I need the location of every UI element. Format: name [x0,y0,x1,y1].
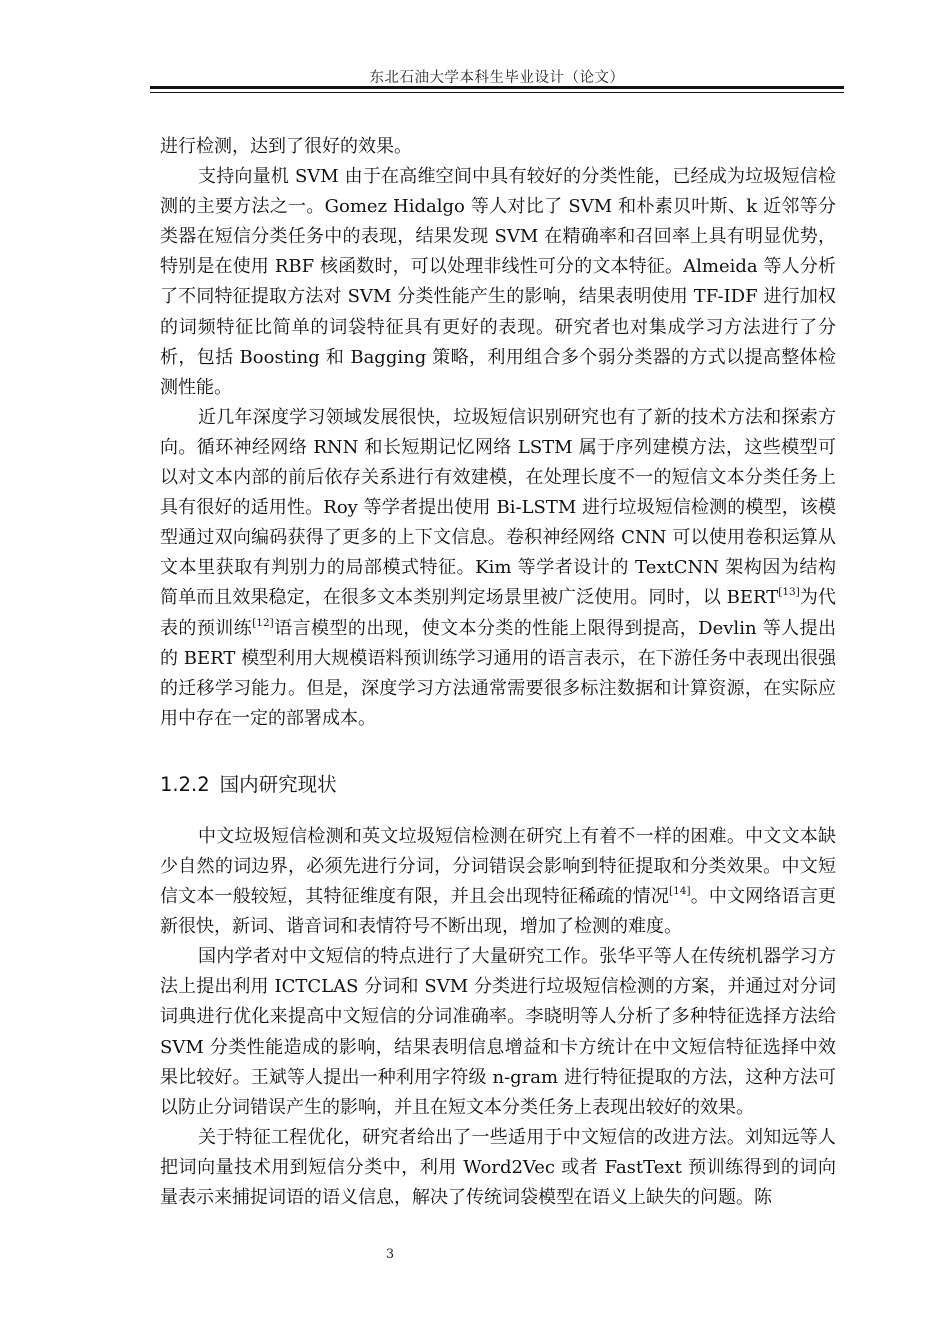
header-rule-thick [150,86,844,89]
paragraph-continuation: 进行检测，达到了很好的效果。 [160,136,412,157]
citation-ref[interactable]: [12] [252,616,274,629]
text-span: 中文垃圾短信检测和英文垃圾短信检测在研究上有着不一样的困难。中文文本缺少自然的词边界，必须先进行分词，分词错误会影响到特征提取和分类效果。中文短信文本一般较短，其特征维度有限，并且会出现特征稀疏的情况 [160,825,836,908]
text-span: 为代表的预训练 [160,587,837,639]
paragraph-domestic-research: 国内学者对中文短信的特点进行了大量研究工作。张华平等人在传统机器学习方法上提出利用 ICTCLAS 分词和 SVM 分类进行垃圾短信检测的方案，并通过对分词词典进行优化来提高中文短信的分词准确率。李晓明等人分析了多种特征选择方法给 SVM 分类性能造成的影响，结果表明信息增益和卡方统计在中文短信特征选择中效果比较好。王斌等人提出一种利用字符级 n-gram 进行特征提取的方法，这种方法可以防止分词错误产生的影响，并且在短文本分类任务上表现出较好的效果。 [160,946,836,1118]
paragraph-feature-engineering: 关于特征工程优化，研究者给出了一些适用于中文短信的改进方法。刘知远等人把词向量技术用到短信分类中，利用 Word2Vec 或者 FastText 预训练得到的词向量表示来捕捉词语的语义信息，解决了传统词袋模型在语义上缺失的问题。陈 [160,1126,836,1208]
citation-ref[interactable]: [13] [778,586,800,599]
page-header: 东北石油大学本科生毕业设计（论文） [369,70,625,86]
text-span: 语言模型的出现，使文本分类的性能上限得到提高，Devlin 等人提出的 BERT 模型利用大规模语料预训练学习通用的语言表示，在下游任务中表现出很强的迁移学习能力。但是，深度学习方法通常需要很多标注数据和计算资源，在实际应用中存在一定的部署成本。 [160,617,836,729]
page-number: 3 [385,1247,395,1262]
page-body [160,132,836,1213]
text-span: 近几年深度学习领域发展很快，垃圾短信识别研究也有了新的技术方法和探索方向。循环神经网络 RNN 和长短期记忆网络 LSTM 属于序列建模方法，这些模型可以对文本内部的前后依存关系进行有效建模，在处理长度不一的短信文本分类任务上具有很好的适用性。Roy 等学者提出使用 Bi-LSTM 进行垃圾短信检测的模型，该模型通过双向编码获得了更多的上下文信息。卷积神经网络 CNN 可以使用卷积运算从文本里获取有判别力的局部模式特征。Kim 等学者设计的 TextCNN 架构因为结构简单而且效果稳定，在很多文本类别判定场景里被广泛使用。同时，以 BERT [160,406,836,609]
paragraph-deep-learning [160,403,836,734]
citation-ref[interactable]: [14] [669,885,691,898]
text-span: 。中文网络语言更新很快，新词、谐音词和表情符号不断出现，增加了检测的难度。 [160,886,837,938]
paragraph-chinese-difficulty [160,822,836,942]
section-heading [160,734,836,822]
section-title: 国内研究现状 [219,772,337,796]
header-rule-thin [150,92,844,93]
section-number: 1.2.2 [160,772,210,796]
paragraph-svm: 支持向量机 SVM 由于在高维空间中具有较好的分类性能，已经成为垃圾短信检测的主要方法之一。Gomez Hidalgo 等人对比了 SVM 和朴素贝叶斯、k 近邻等分类器在短信分类任务中的表现，结果发现 SVM 在精确率和召回率上具有明显优势，特别是在使用 RBF 核函数时，可以处理非线性可分的文本特征。Almeida 等人分析了不同特征提取方法对 SVM 分类性能产生的影响，结果表明使用 TF-IDF 进行加权的词频特征比简单的词袋特征具有更好的表现。研究者也对集成学习方法进行了分析，包括 Boosting 和 Bagging 策略，利用组合多个弱分类器的方式以提高整体检测性能。 [160,166,836,398]
